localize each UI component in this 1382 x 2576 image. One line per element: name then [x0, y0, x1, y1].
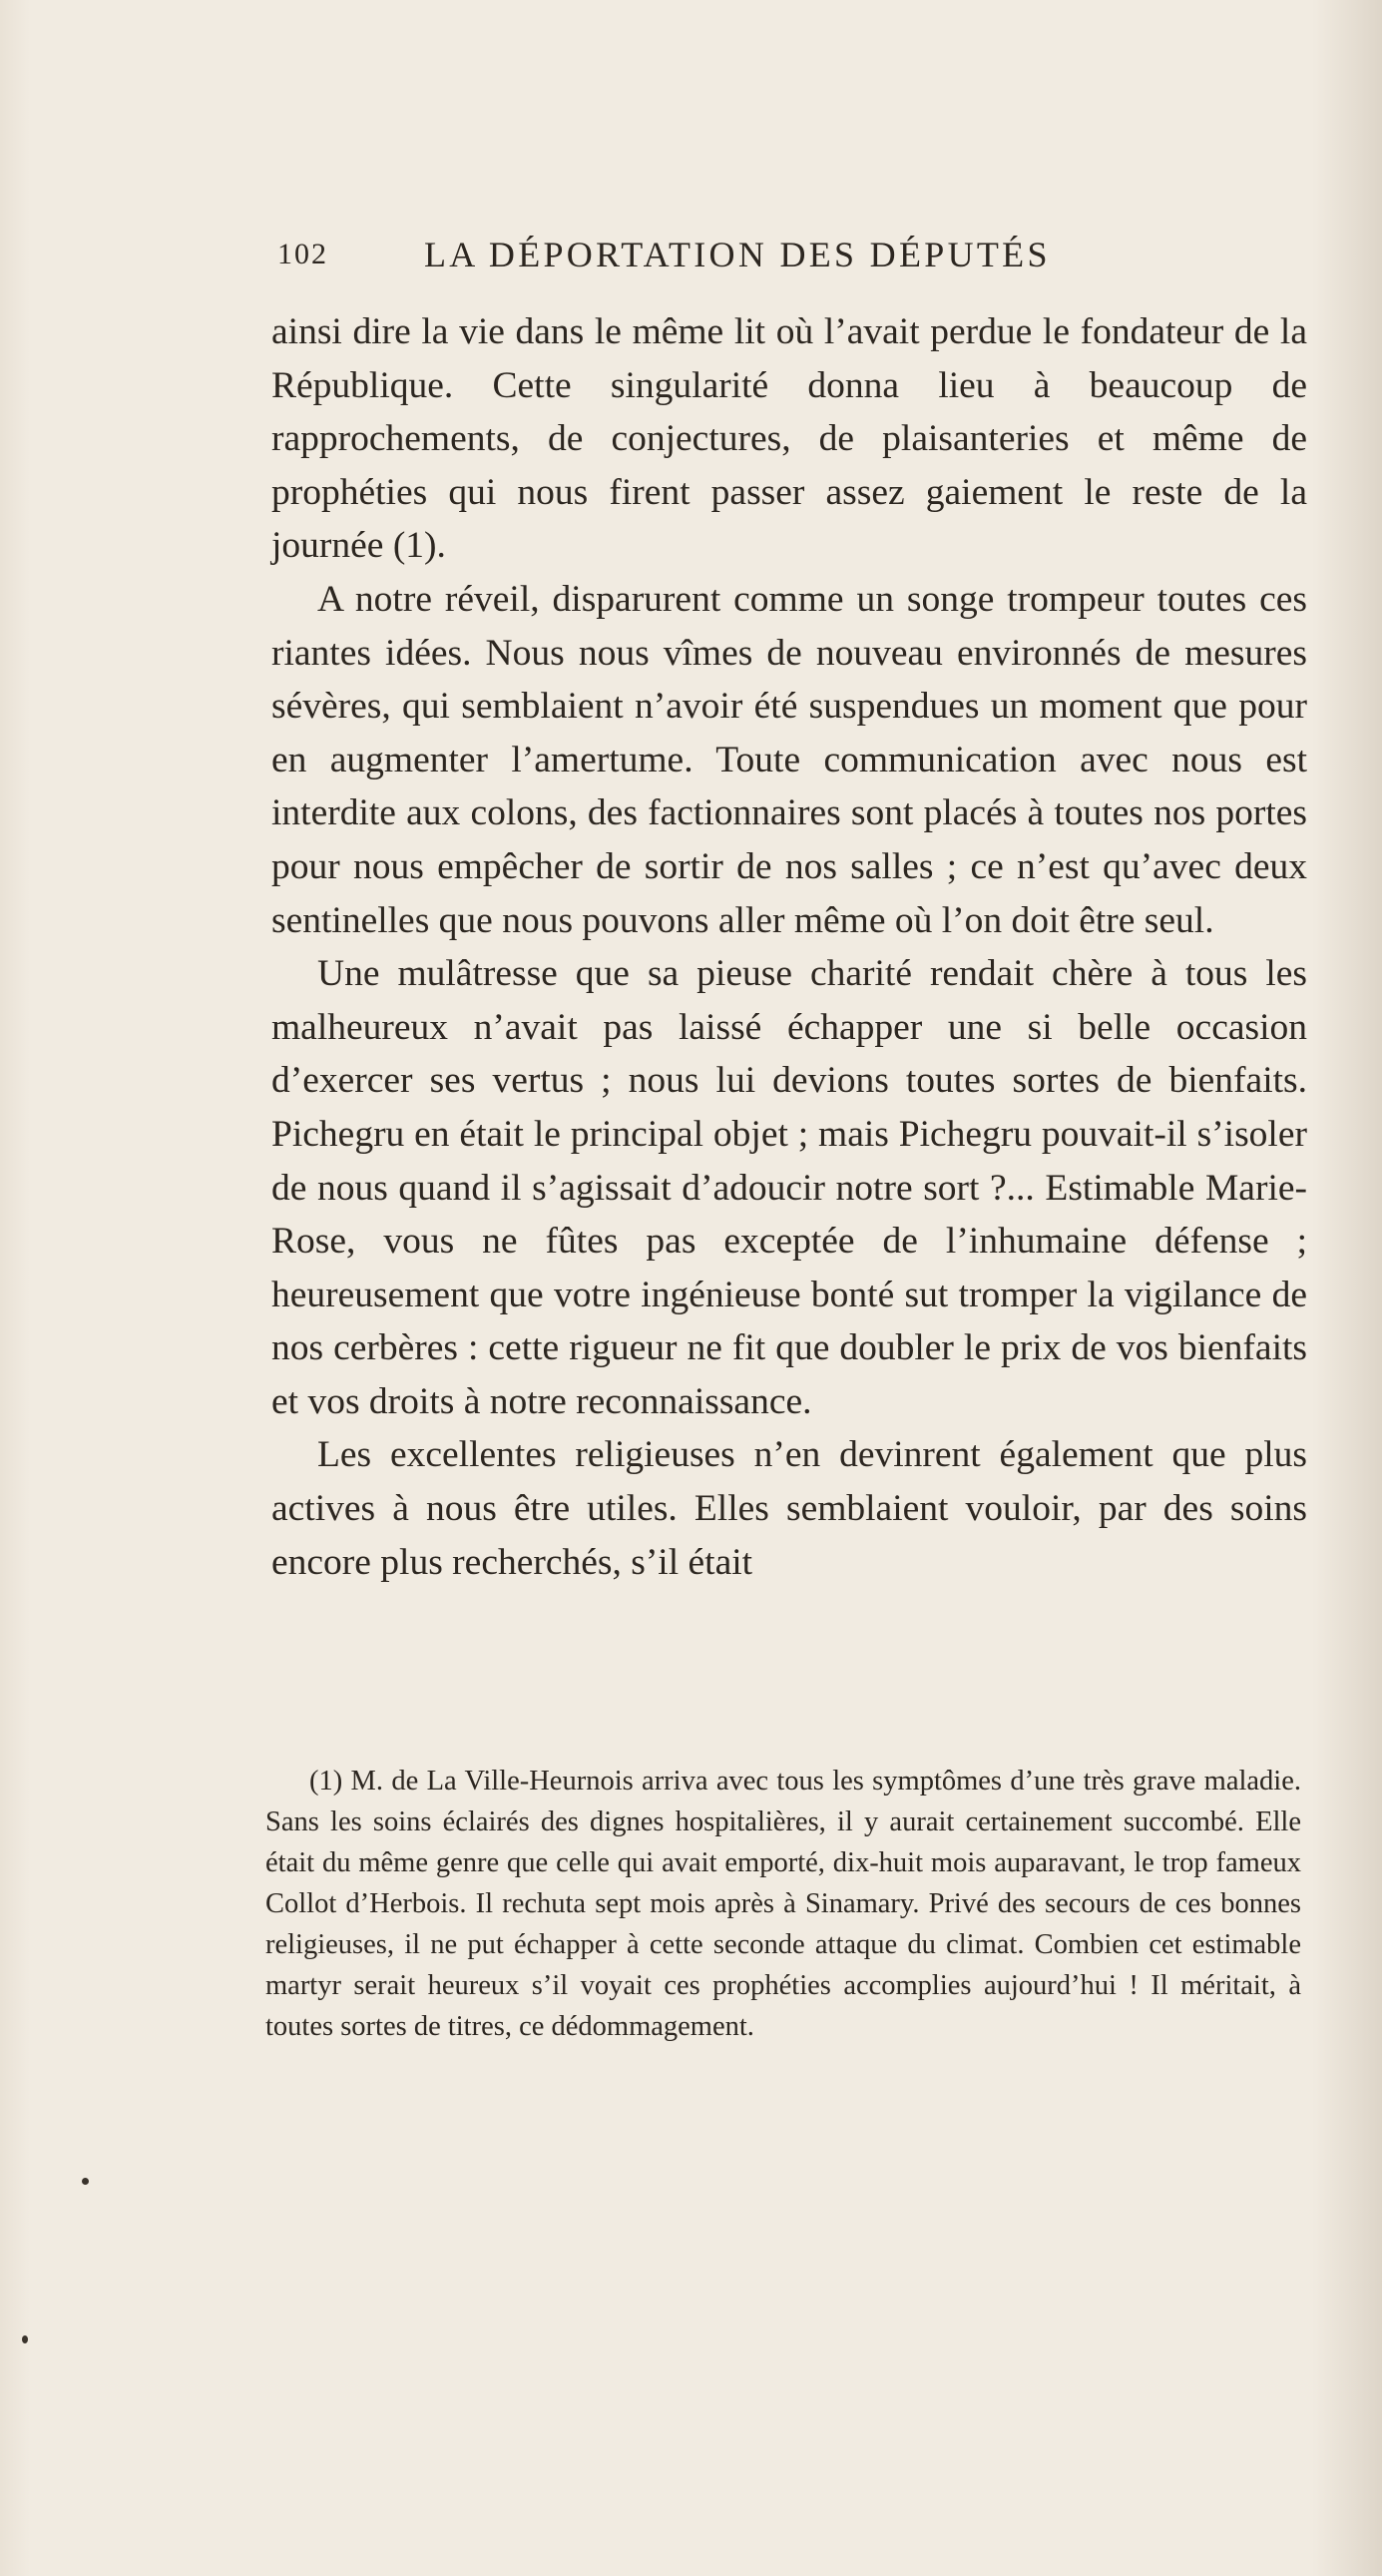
page-number: 102 — [277, 238, 328, 270]
paragraph-1: ainsi dire la vie dans le même lit où l’avait perdue le fondateur de la République. Cette singularité donna lieu à beaucoup de rapprochements, de conjectures, de plaisanteries et même de prophéties qui nous firent passer assez gaiement le reste de la journée (1). — [271, 311, 1307, 567]
paragraph-3: Une mulâtresse que sa pieuse charité rendait chère à tous les malheureux n’avait pas laissé échapper une si belle occasion d’exercer ses vertus ; nous lui devions toutes sortes de bienfaits. Pichegru en était le principal objet ; mais Pichegru pouvait-il s’isoler de nous quand il s’agissait d’adoucir notre sort ?... Estimable Marie-Rose, vous ne fûtes pas exceptée de l’inhumaine défense ; heureusement que votre ingénieuse bonté sut tromper la vigilance de nos cerbères : cette rigueur ne fit que doubler le prix de vos bienfaits et vos droits à notre reconnaissance. — [271, 953, 1307, 1422]
page-gutter-shadow — [0, 0, 30, 2576]
footnote — [265, 1761, 1301, 2047]
ink-speck — [22, 2335, 28, 2343]
running-header — [277, 235, 1315, 287]
footnote-text: (1) M. de La Ville-Heurnois arriva avec tous les symptômes d’une très grave maladie. Sans les soins éclairés des dignes hospitalières, il y aurait certainement succombé. Elle était du même genre que celle qui avait emporté, dix-huit mois auparavant, le trop fameux Collot d’Herbois. Il rechuta sept mois après à Sinamary. Privé des secours de ces bonnes religieuses, il ne put échapper à cette seconde attaque du climat. Combien cet estimable martyr serait heureux s’il voyait ces prophéties accomplies aujourd’hui ! Il méritait, à toutes sortes de titres, ce dédommagement. — [265, 1766, 1301, 2042]
ink-speck — [82, 2178, 89, 2185]
main-text — [271, 305, 1307, 1589]
paragraph-4: Les excellentes religieuses n’en devinrent également que plus actives à nous être utiles. Elles semblaient vouloir, par des soins encore plus recherchés, s’il était — [271, 1434, 1307, 1583]
running-title: LA DÉPORTATION DES DÉPUTÉS — [424, 235, 1051, 274]
paragraph-2: A notre réveil, disparurent comme un songe trompeur toutes ces riantes idées. Nous nous vîmes de nouveau environnés de mesures sévères, qui semblaient n’avoir été suspendues un moment que pour en augmenter l’amertume. Toute communication avec nous est interdite aux colons, des factionnaires sont placés à toutes nos portes pour nous empêcher de sortir de nos salles ; ce n’est qu’avec deux sentinelles que nous pouvons aller même où l’on doit être seul. — [271, 578, 1307, 941]
page-edge-shadow — [1312, 0, 1382, 2576]
